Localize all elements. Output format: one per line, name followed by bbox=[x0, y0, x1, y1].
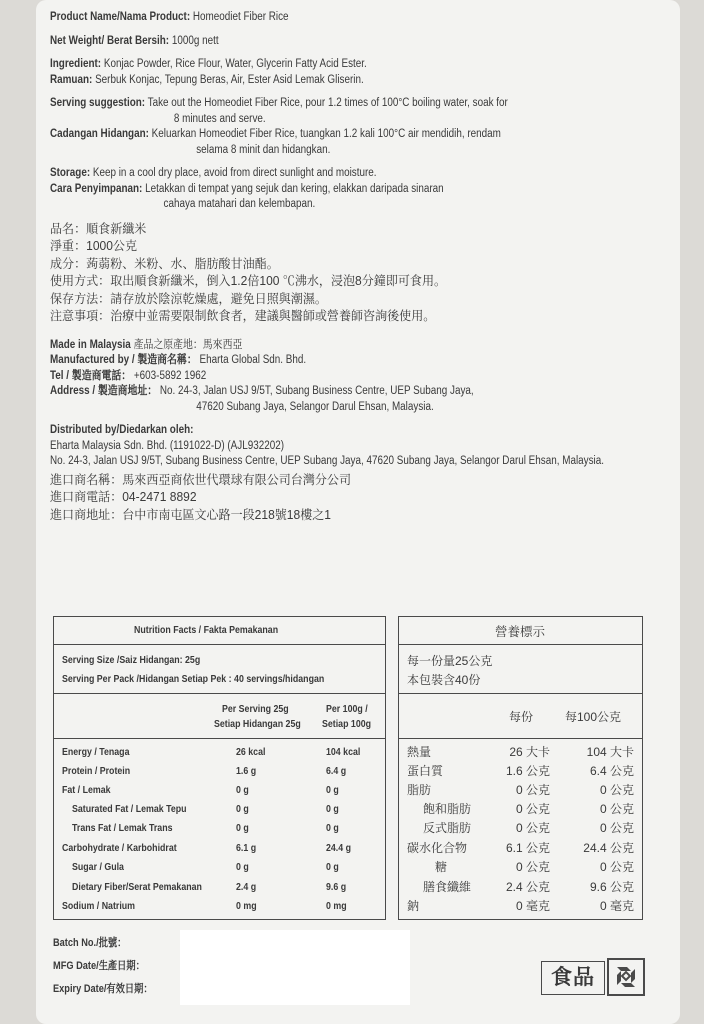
tel-label: Tel / 製造商電話： bbox=[50, 369, 132, 382]
importer-tel: 進口商電話：04-2471 8892 bbox=[50, 490, 197, 504]
net-weight-line bbox=[50, 34, 592, 50]
nutrition-en-per-serving: 0 g bbox=[236, 861, 249, 873]
col-per-serving-a: Per Serving 25g bbox=[222, 703, 289, 715]
tel: +603-5892 1962 bbox=[133, 369, 207, 382]
servings-per-pack-en: Serving Per Pack /Hidangan Setiap Pek : 40 servings/hidangan bbox=[62, 673, 325, 685]
nutrition-zh-label: 碳水化合物 bbox=[407, 841, 468, 855]
serving-suggestion-label: Serving suggestion: bbox=[50, 97, 146, 109]
nutrition-zh-per-serving: 2.4 公克 bbox=[505, 880, 550, 894]
net-weight: 1000g nett bbox=[171, 34, 219, 47]
nutrition-zh-per-serving: 0 公克 bbox=[515, 802, 550, 816]
nutrition-zh-label: 鈉 bbox=[407, 899, 420, 913]
importer-name: 進口商名稱：馬來西亞商依世代環球有限公司台灣分公司 bbox=[50, 472, 352, 487]
ingredient-line bbox=[50, 57, 592, 73]
ramuan-line bbox=[50, 73, 592, 89]
cara-1: Letakkan di tempat yang sejuk dan kering, elakkan daripada sinaran bbox=[145, 182, 444, 195]
nutrition-en-label: Sugar / Gula bbox=[72, 861, 124, 873]
nutrition-en-per-serving: 2.4 g bbox=[236, 881, 257, 893]
zh-usage: 使用方式：取出順食新纖米，倒入1.2倍100 ℃沸水，浸泡8分鐘即可食用。 bbox=[50, 274, 447, 288]
nutrition-facts-table-en bbox=[53, 616, 386, 920]
nutrition-en-per-serving: 0 g bbox=[236, 784, 249, 796]
address-line bbox=[50, 384, 592, 400]
nutrition-zh-label: 蛋白質 bbox=[407, 764, 444, 778]
nutrition-zh-per-100g: 6.4 公克 bbox=[589, 764, 634, 778]
serving-size-zh: 每一份量25公克 bbox=[407, 654, 493, 668]
nutrition-en-per-100g: 24.4 g bbox=[326, 842, 352, 854]
storage-line bbox=[50, 166, 592, 182]
made-in-line bbox=[50, 338, 592, 354]
manufactured-line bbox=[50, 353, 592, 369]
nutrition-title-zh: 營養標示 bbox=[495, 625, 546, 639]
nutrition-en-per-serving: 0 g bbox=[236, 822, 249, 834]
nutrition-zh-per-100g: 0 公克 bbox=[599, 783, 634, 797]
nutrition-title-en: Nutrition Facts / Fakta Pemakanan bbox=[134, 624, 279, 636]
serving-suggestion-2: 8 minutes and serve. bbox=[173, 112, 266, 125]
nutrition-en-label: Energy / Tenaga bbox=[62, 746, 130, 758]
nutrition-zh-per-100g: 0 公克 bbox=[599, 860, 634, 874]
col-per-100g-zh: 每100公克 bbox=[565, 710, 622, 724]
distributed-label: Distributed by/Diedarkan oleh: bbox=[50, 424, 194, 436]
nutrition-zh-per-serving: 26 大卡 bbox=[509, 745, 550, 759]
nutrition-en-label: Carbohydrate / Karbohidrat bbox=[62, 842, 177, 854]
batch-number-label: Batch No./批號： bbox=[53, 937, 127, 949]
col-per-100g-b: Setiap 100g bbox=[322, 718, 372, 730]
storage: Keep in a cool dry place, avoid from direct sunlight and moisture. bbox=[92, 167, 377, 179]
zh-product-name: 品名：順食新纖米 bbox=[50, 221, 147, 236]
cadangan-line bbox=[50, 127, 592, 143]
manufactured-label: Manufactured by / 製造商名稱： bbox=[50, 354, 197, 366]
batch-info bbox=[53, 932, 153, 1001]
nutrition-zh-label: 反式脂肪 bbox=[423, 821, 472, 835]
nutrition-zh-label: 糖 bbox=[435, 860, 448, 874]
nutrition-zh-per-100g: 24.4 公克 bbox=[583, 841, 634, 855]
zh-storage: 保存方法：請存放於陰涼乾燥處，避免日照與潮濕。 bbox=[50, 291, 327, 306]
nutrition-zh-per-serving: 1.6 公克 bbox=[505, 764, 550, 778]
mfg-date-label: MFG Date/生產日期： bbox=[53, 960, 145, 972]
date-print-area bbox=[180, 930, 410, 1005]
cadangan-2: selama 8 minit dan hidangkan. bbox=[196, 143, 331, 156]
nutrition-en-per-serving: 6.1 g bbox=[236, 842, 257, 854]
zh-notice: 注意事項：治療中並需要限制飲食者，建議與醫師或營養師咨詢後使用。 bbox=[50, 309, 436, 323]
zh-net-weight: 淨重：1000公克 bbox=[50, 239, 137, 253]
servings-per-pack-zh: 本包裝含40份 bbox=[407, 673, 481, 687]
ramuan: Serbuk Konjac, Tepung Beras, Air, Ester Asid Lemak Gliserin. bbox=[95, 73, 364, 86]
nutrition-zh-per-serving: 0 毫克 bbox=[515, 899, 550, 913]
nutrition-en-per-100g: 0 g bbox=[326, 784, 339, 796]
nutrition-zh-per-serving: 0 公克 bbox=[515, 821, 550, 835]
cara-line bbox=[50, 182, 592, 198]
storage-label: Storage: bbox=[50, 167, 91, 179]
nutrition-zh-label: 膳食纖維 bbox=[423, 880, 472, 894]
nutrition-zh-per-serving: 0 公克 bbox=[515, 783, 550, 797]
nutrition-en-per-100g: 0 g bbox=[326, 822, 339, 834]
serving-suggestion-line bbox=[50, 96, 592, 112]
nutrition-facts-table-zh bbox=[398, 616, 643, 920]
nutrition-zh-per-100g: 104 大卡 bbox=[586, 745, 634, 759]
address-2: 47620 Subang Jaya, Selangor Darul Ehsan, Malaysia. bbox=[196, 400, 434, 413]
made-in-zh: 產品之原產地：馬來西亞 bbox=[133, 338, 243, 351]
serving-suggestion-1: Take out the Homeodiet Fiber Rice, pour 1.2 times of 100°C boiling water, soak for bbox=[147, 97, 508, 109]
nutrition-zh-per-100g: 0 毫克 bbox=[599, 899, 634, 913]
col-per-serving-b: Setiap Hidangan 25g bbox=[214, 718, 301, 730]
zh-ingredients: 成分：蒟蒻粉、米粉、水、脂肪酸甘油酯。 bbox=[50, 256, 279, 271]
nutrition-zh-label: 熱量 bbox=[407, 745, 432, 759]
cara-label: Cara Penyimpanan: bbox=[50, 182, 143, 195]
address-label: Address / 製造商地址： bbox=[50, 385, 158, 397]
nutrition-en-per-100g: 104 kcal bbox=[326, 746, 361, 758]
nutrition-en-per-serving: 1.6 g bbox=[236, 765, 257, 777]
net-weight-label: Net Weight/ Berat Bersih: bbox=[50, 34, 170, 47]
nutrition-en-label: Saturated Fat / Lemak Tepu bbox=[72, 803, 187, 815]
address-1: No. 24-3, Jalan USJ 9/5T, Subang Business Centre, UEP Subang Jaya, bbox=[159, 385, 474, 397]
made-in-label: Made in Malaysia bbox=[50, 338, 131, 351]
product-name: Homeodiet Fiber Rice bbox=[192, 11, 289, 23]
ingredient-label: Ingredient: bbox=[50, 58, 102, 70]
product-name-line bbox=[50, 10, 592, 26]
nutrition-zh-per-100g: 9.6 公克 bbox=[589, 880, 634, 894]
nutrition-zh-per-100g: 0 公克 bbox=[599, 821, 634, 835]
nutrition-en-per-100g: 0 g bbox=[326, 803, 339, 815]
nutrition-en-label: Dietary Fiber/Serat Pemakanan bbox=[72, 881, 202, 893]
distributor-2: No. 24-3, Jalan USJ 9/5T, Subang Business Centre, UEP Subang Jaya, 47620 Subang Jaya, Selangor Darul Ehsan, Malaysia. bbox=[50, 455, 605, 467]
serving-size-en: Serving Size /Saiz Hidangan: 25g bbox=[62, 654, 201, 666]
nutrition-en-per-serving: 0 g bbox=[236, 803, 249, 815]
col-per-100g-a: Per 100g / bbox=[326, 703, 368, 715]
nutrition-en-label: Sodium / Natrium bbox=[62, 900, 136, 912]
nutrition-en-per-serving: 0 mg bbox=[236, 900, 257, 912]
tel-line bbox=[50, 369, 592, 385]
nutrition-en-per-serving: 26 kcal bbox=[236, 746, 266, 758]
cadangan-1: Keluarkan Homeodiet Fiber Rice, tuangkan 1.2 kali 100°C air mendidih, rendam bbox=[151, 128, 501, 140]
nutrition-en-per-100g: 6.4 g bbox=[326, 765, 347, 777]
importer-address: 進口商地址：台中市南屯區文心路一段218號18樓之1 bbox=[50, 507, 331, 522]
product-name-label: Product Name/Nama Product: bbox=[50, 11, 191, 23]
nutrition-zh-per-serving: 6.1 公克 bbox=[505, 841, 550, 855]
ingredient: Konjac Powder, Rice Flour, Water, Glycerin Fatty Acid Ester. bbox=[103, 58, 367, 70]
food-mark: 食品 bbox=[541, 961, 605, 995]
col-per-serving-zh: 每份 bbox=[509, 710, 534, 724]
recycle-icon bbox=[607, 958, 645, 996]
label-text-block bbox=[50, 10, 605, 524]
nutrition-en-label: Trans Fat / Lemak Trans bbox=[72, 822, 173, 834]
ramuan-label: Ramuan: bbox=[50, 73, 93, 86]
nutrition-en-per-100g: 0 mg bbox=[326, 900, 347, 912]
manufacturer: Eharta Global Sdn. Bhd. bbox=[199, 354, 307, 366]
nutrition-en-label: Protein / Protein bbox=[62, 765, 131, 777]
distributor-1: Eharta Malaysia Sdn. Bhd. (1191022-D) (AJL932202) bbox=[50, 439, 285, 452]
nutrition-zh-label: 飽和脂肪 bbox=[423, 802, 472, 816]
expiry-date-label: Expiry Date/有效日期： bbox=[53, 983, 153, 995]
nutrition-en-per-100g: 9.6 g bbox=[326, 881, 347, 893]
nutrition-zh-per-serving: 0 公克 bbox=[515, 860, 550, 874]
nutrition-zh-per-100g: 0 公克 bbox=[599, 802, 634, 816]
nutrition-en-label: Fat / Lemak bbox=[62, 784, 111, 796]
nutrition-zh-label: 脂肪 bbox=[407, 783, 432, 797]
nutrition-en-per-100g: 0 g bbox=[326, 861, 339, 873]
cadangan-label: Cadangan Hidangan: bbox=[50, 128, 149, 140]
cara-2: cahaya matahari dan kelembapan. bbox=[163, 198, 316, 210]
